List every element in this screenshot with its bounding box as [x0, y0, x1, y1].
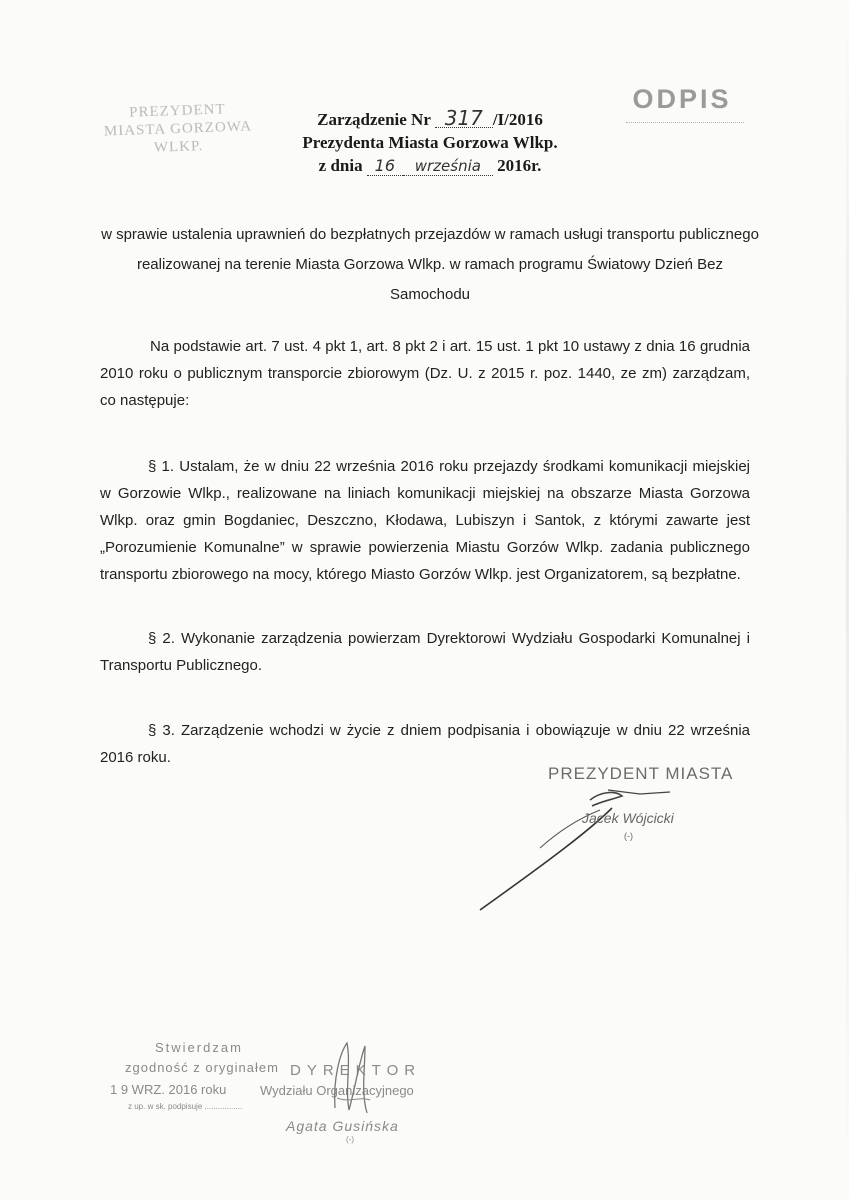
order-number-fill: [435, 106, 493, 130]
paragraph-1: § 1. Ustalam, że w dniu 22 września 2016 roku przejazdy środkami komunikacji miejskiej w Gorzowie Wlkp., realizowane na liniach komunikacji miejskiej na obszarze Miasta Gorzowa Wlkp. oraz gmin Bogdaniec, Deszczno, Kłodawa, Lubiszyn i Santok, z którymi zawarte jest „Porozumienie Komunalne” w sprawie powierzenia Miastu Gorzów Wlkp. zadania publicznego transportu zbiorowego na mocy, którego Miasto Gorzów Wlkp. jest Organizatorem, są bezpłatne.: [100, 458, 750, 583]
legal-basis-paragraph: Na podstawie art. 7 ust. 4 pkt 1, art. 8 pkt 2 i art. 15 ust. 1 pkt 10 ustawy z dnia 16 grudnia 2010 roku o publicznym transporcie zbiorowym (Dz. U. z 2015 r. poz. 1440, ze zm) zarządzam, co następuje:: [100, 338, 750, 409]
date-day-fill: [367, 157, 403, 176]
stamp-line-2: MIASTA GORZOWA WLKP.: [103, 118, 253, 156]
stamp-line-1: PREZYDENT: [128, 101, 226, 121]
date-month-fill: [403, 157, 493, 176]
stamp-department: Wydziału Organizacyjnego: [260, 1083, 414, 1098]
title-suffix: /I/2016: [492, 110, 543, 129]
date-prefix: z dnia: [318, 156, 363, 175]
stamp-director-title: DYREKTOR: [290, 1062, 422, 1079]
signatory-mark: (-): [624, 831, 633, 841]
signature-scribble: [440, 770, 700, 920]
stamp-signatory-name: Agata Gusińska: [286, 1118, 399, 1134]
odpis-stamp: ODPIS: [632, 84, 732, 114]
stamp-signatory-mark: (-): [346, 1135, 354, 1144]
paragraph-2: § 2. Wykonanie zarządzenia powierzam Dyrektorowi Wydziału Gospodarki Komunalnej i Transportu Publicznego.: [100, 630, 750, 674]
document-header: [200, 108, 660, 177]
order-number-handwritten: 317: [444, 106, 483, 130]
paragraph-3: § 3. Zarządzenie wchodzi w życie z dniem podpisania i obowiązuje w dniu 22 września 2016 roku.: [100, 722, 750, 766]
signatory-name: Jacek Wójcicki: [582, 810, 674, 826]
signature-title: PREZYDENT MIASTA: [548, 764, 734, 783]
stamp-conformity-label: zgodność z oryginałem: [125, 1060, 279, 1075]
stamp-date: 1 9 WRZ. 2016 roku: [110, 1082, 227, 1097]
director-signature-scribble: [315, 1038, 385, 1118]
stamp-authorization: z up. w sk. podpisuje .................: [128, 1102, 243, 1111]
date-day-handwritten: 16: [374, 156, 396, 175]
header-date-line: [200, 154, 660, 177]
header-issuer-line: Prezydenta Miasta Gorzowa Wlkp.: [302, 133, 558, 152]
header-title-line: [200, 108, 660, 131]
date-suffix: 2016r.: [497, 156, 542, 175]
date-month-handwritten: września: [414, 157, 481, 175]
document-subject: w sprawie ustalenia uprawnień do bezpłatnych przejazdów w ramach usługi transportu publicznego realizowanej na terenie Miasta Gorzowa Wlkp. w ramach programu Światowy Dzień Bez Samochodu: [101, 226, 759, 303]
stamp-certify-label: Stwierdzam: [155, 1040, 243, 1055]
title-prefix: Zarządzenie Nr: [317, 110, 431, 129]
